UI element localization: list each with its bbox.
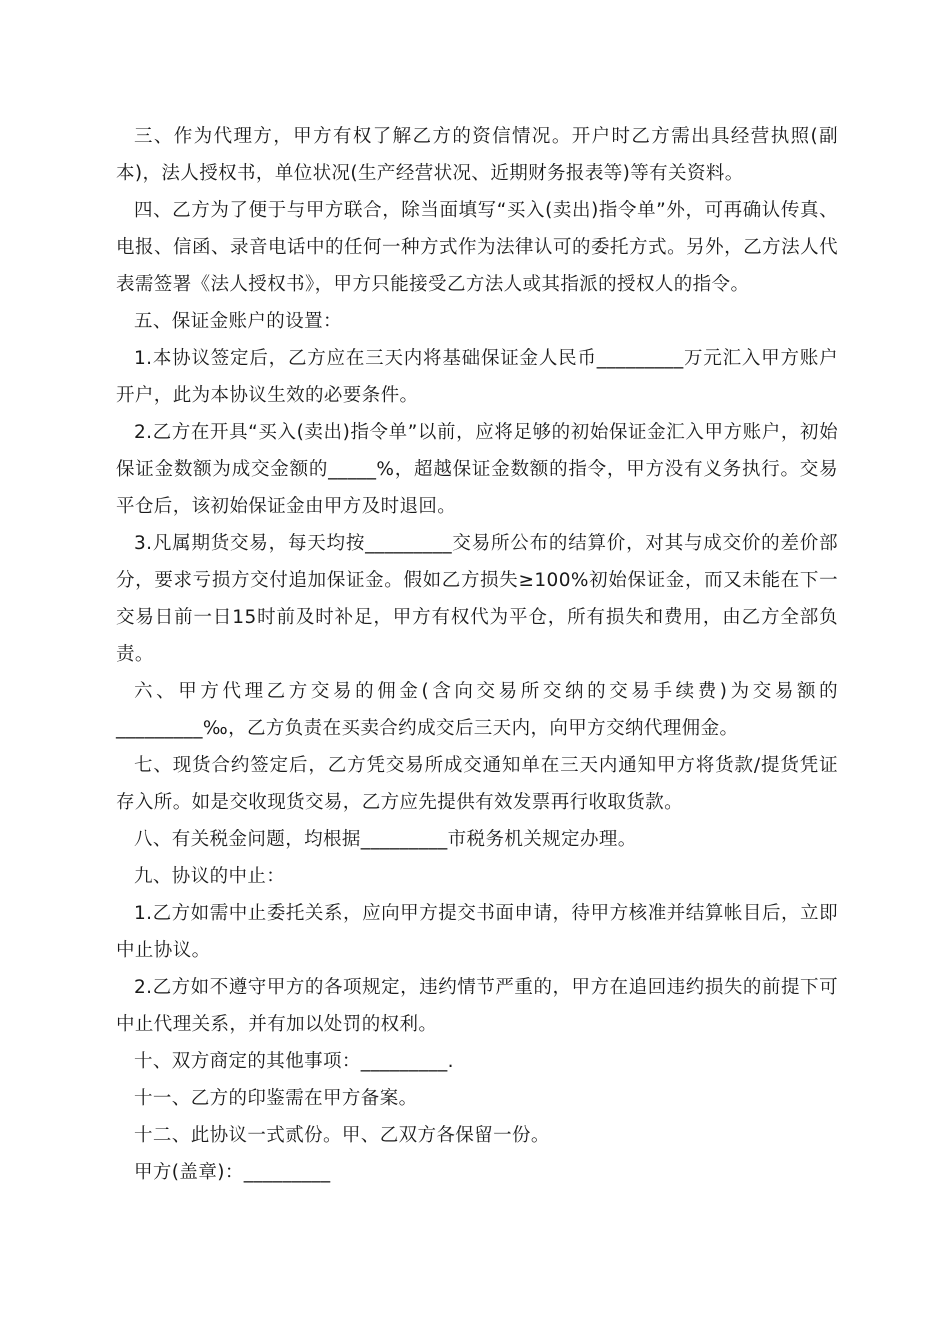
clause-12-copies: 十二、此协议一式贰份。甲、乙双方各保留一份。 — [134, 1125, 550, 1146]
clause-4-order-methods: 四、乙方为了便于与甲方联合，除当面填写“买入(卖出)指令单”外，可再确认传真、电报、信函、录音电话中的任何一种方式作为法律认可的委托方式。另外，乙方法人代表需签署《法人授权书》，甲方只能接受乙方法人或其指派的授权人的指令。 — [116, 200, 838, 295]
clause-5-heading: 五、保证金账户的设置： — [134, 311, 342, 332]
clause-11-seal: 十一、乙方的印鉴需在甲方备案。 — [134, 1088, 418, 1109]
party-a-signature-line: 甲方(盖章)：_________ — [134, 1162, 331, 1183]
clause-5-item-3: 3.凡属期货交易，每天均按_________交易所公布的结算价，对其与成交价的差价部分，要求亏损方交付追加保证金。假如乙方损失≥100%初始保证金，而又未能在下一交易日前一日15时前及时补足，甲方有权代为平仓，所有损失和费用，由乙方全部负责。 — [116, 533, 838, 665]
clause-10-other-matters: 十、双方商定的其他事项：_________. — [134, 1051, 454, 1072]
clause-5-item-2: 2.乙方在开具“买入(卖出)指令单”以前，应将足够的初始保证金汇入甲方账户，初始保证金数额为成交金额的_____%，超越保证金数额的指令，甲方没有义务执行。交易平仓后，该初始保证金由甲方及时退回。 — [116, 422, 838, 517]
clause-7-spot-contract: 七、现货合约签定后，乙方凭交易所成交通知单在三天内通知甲方将货款/提货凭证存入所。如是交收现货交易，乙方应先提供有效发票再行收取货款。 — [116, 755, 838, 813]
clause-9-item-1: 1.乙方如需中止委托关系，应向甲方提交书面申请，待甲方核准并结算帐目后，立即中止协议。 — [116, 903, 838, 961]
document-body — [116, 118, 838, 1191]
clause-6-commission: 六、甲方代理乙方交易的佣金(含向交易所交纳的交易手续费)为交易额的_________‰，乙方负责在买卖合约成交后三天内，向甲方交纳代理佣金。 — [116, 681, 838, 739]
clause-3-client-credit: 三、作为代理方，甲方有权了解乙方的资信情况。开户时乙方需出具经营执照(副本)，法人授权书，单位状况(生产经营状况、近期财务报表等)等有关资料。 — [116, 126, 838, 184]
clause-8-tax: 八、有关税金问题，均根据_________市税务机关规定办理。 — [134, 829, 637, 850]
clause-9-heading: 九、协议的中止： — [134, 866, 286, 887]
clause-9-item-2: 2.乙方如不遵守甲方的各项规定，违约情节严重的，甲方在追回违约损失的前提下可中止代理关系，并有加以处罚的权利。 — [116, 977, 838, 1035]
clause-5-item-1: 1.本协议签定后，乙方应在三天内将基础保证金人民币_________万元汇入甲方账户开户，此为本协议生效的必要条件。 — [116, 348, 838, 406]
